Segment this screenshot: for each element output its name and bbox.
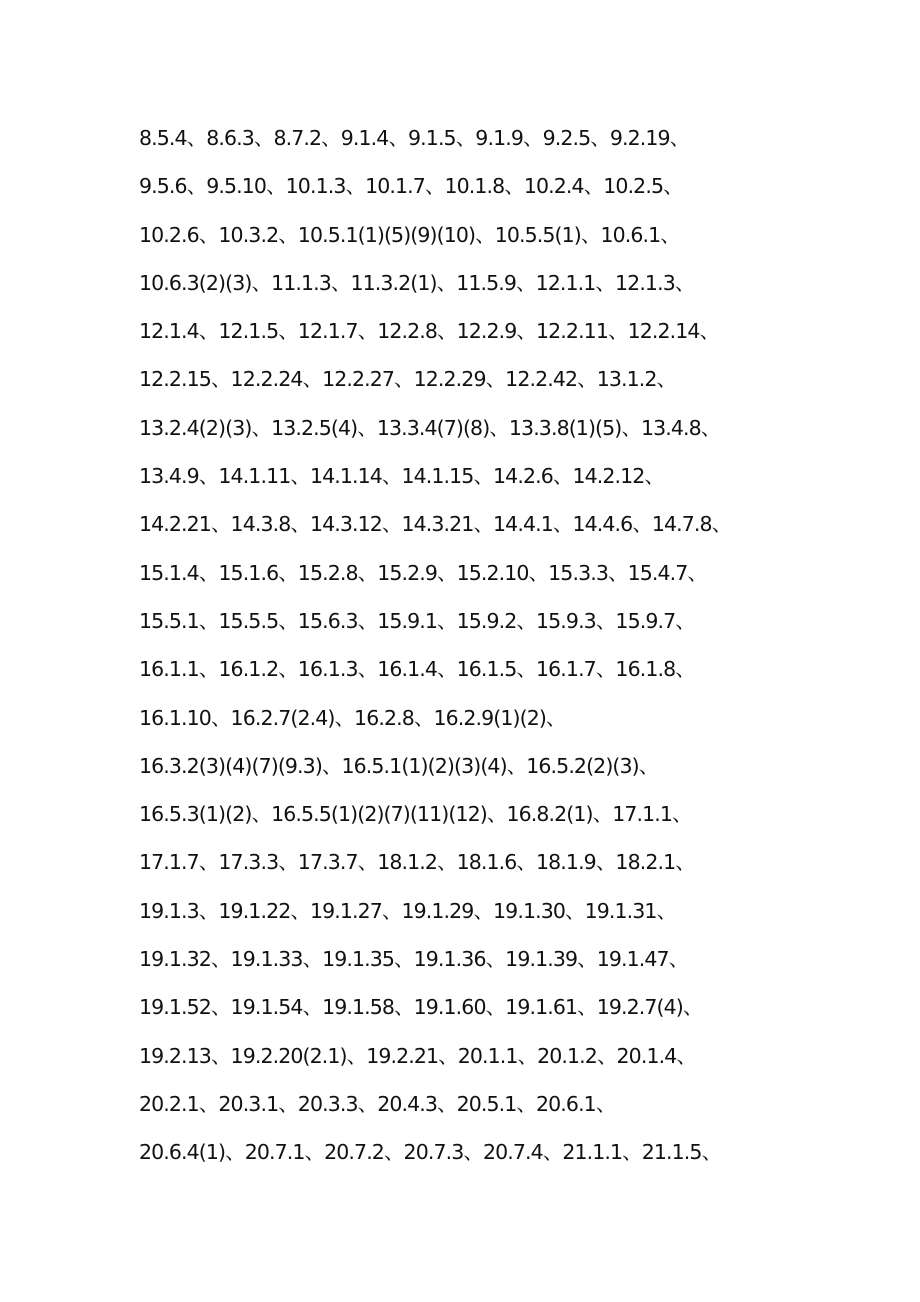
- text-line: 10.6.3(2)(3)、11.1.3、11.3.2(1)、11.5.9、12.1.1、12.1.3、: [139, 270, 695, 295]
- text-line: 20.6.4(1)、20.7.1、20.7.2、20.7.3、20.7.4、21.1.1、21.1.5、: [139, 1140, 722, 1165]
- text-line: 13.4.9、14.1.11、14.1.14、14.1.15、14.2.6、14.2.12、: [139, 464, 664, 489]
- text-line: 14.2.21、14.3.8、14.3.12、14.3.21、14.4.1、14.4.6、14.7.8、: [139, 512, 732, 537]
- clause-list: [139, 114, 799, 1177]
- text-line: 19.1.32、19.1.33、19.1.35、19.1.36、19.1.39、19.1.47、: [139, 947, 689, 972]
- text-line: 19.1.52、19.1.54、19.1.58、19.1.60、19.1.61、19.2.7(4)、: [139, 995, 703, 1020]
- text-line: 17.1.7、17.3.3、17.3.7、18.1.2、18.1.6、18.1.9、18.2.1、: [139, 850, 695, 875]
- text-line: 16.3.2(3)(4)(7)(9.3)、16.5.1(1)(2)(3)(4)、16.5.2(2)(3)、: [139, 753, 659, 778]
- text-line: 19.2.13、19.2.20(2.1)、19.2.21、20.1.1、20.1.2、20.1.4、: [139, 1043, 696, 1068]
- text-line: 15.5.1、15.5.5、15.6.3、15.9.1、15.9.2、15.9.3、15.9.7、: [139, 608, 695, 633]
- text-line: 9.5.6、9.5.10、10.1.3、10.1.7、10.1.8、10.2.4、10.2.5、: [139, 174, 683, 199]
- text-line: 10.2.6、10.3.2、10.5.1(1)(5)(9)(10)、10.5.5(1)、10.6.1、: [139, 222, 680, 247]
- text-line: 12.2.15、12.2.24、12.2.27、12.2.29、12.2.42、13.1.2、: [139, 367, 677, 392]
- text-line: 16.5.3(1)(2)、16.5.5(1)(2)(7)(11)(12)、16.8.2(1)、17.1.1、: [139, 802, 692, 827]
- text-line: 16.1.1、16.1.2、16.1.3、16.1.4、16.1.5、16.1.7、16.1.8、: [139, 657, 695, 682]
- text-line: 19.1.3、19.1.22、19.1.27、19.1.29、19.1.30、19.1.31、: [139, 898, 677, 923]
- text-line: 15.1.4、15.1.6、15.2.8、15.2.9、15.2.10、15.3.3、15.4.7、: [139, 560, 707, 585]
- text-line: 8.5.4、8.6.3、8.7.2、9.1.4、9.1.5、9.1.9、9.2.5、9.2.19、: [139, 126, 690, 150]
- text-line: 16.1.10、16.2.7(2.4)、16.2.8、16.2.9(1)(2)、: [139, 705, 566, 730]
- text-line: 13.2.4(2)(3)、13.2.5(4)、13.3.4(7)(8)、13.3.8(1)(5)、13.4.8、: [139, 415, 721, 440]
- text-line: 12.1.4、12.1.5、12.1.7、12.2.8、12.2.9、12.2.11、12.2.14、: [139, 319, 720, 344]
- text-line: 20.2.1、20.3.1、20.3.3、20.4.3、20.5.1、20.6.1、: [139, 1091, 616, 1116]
